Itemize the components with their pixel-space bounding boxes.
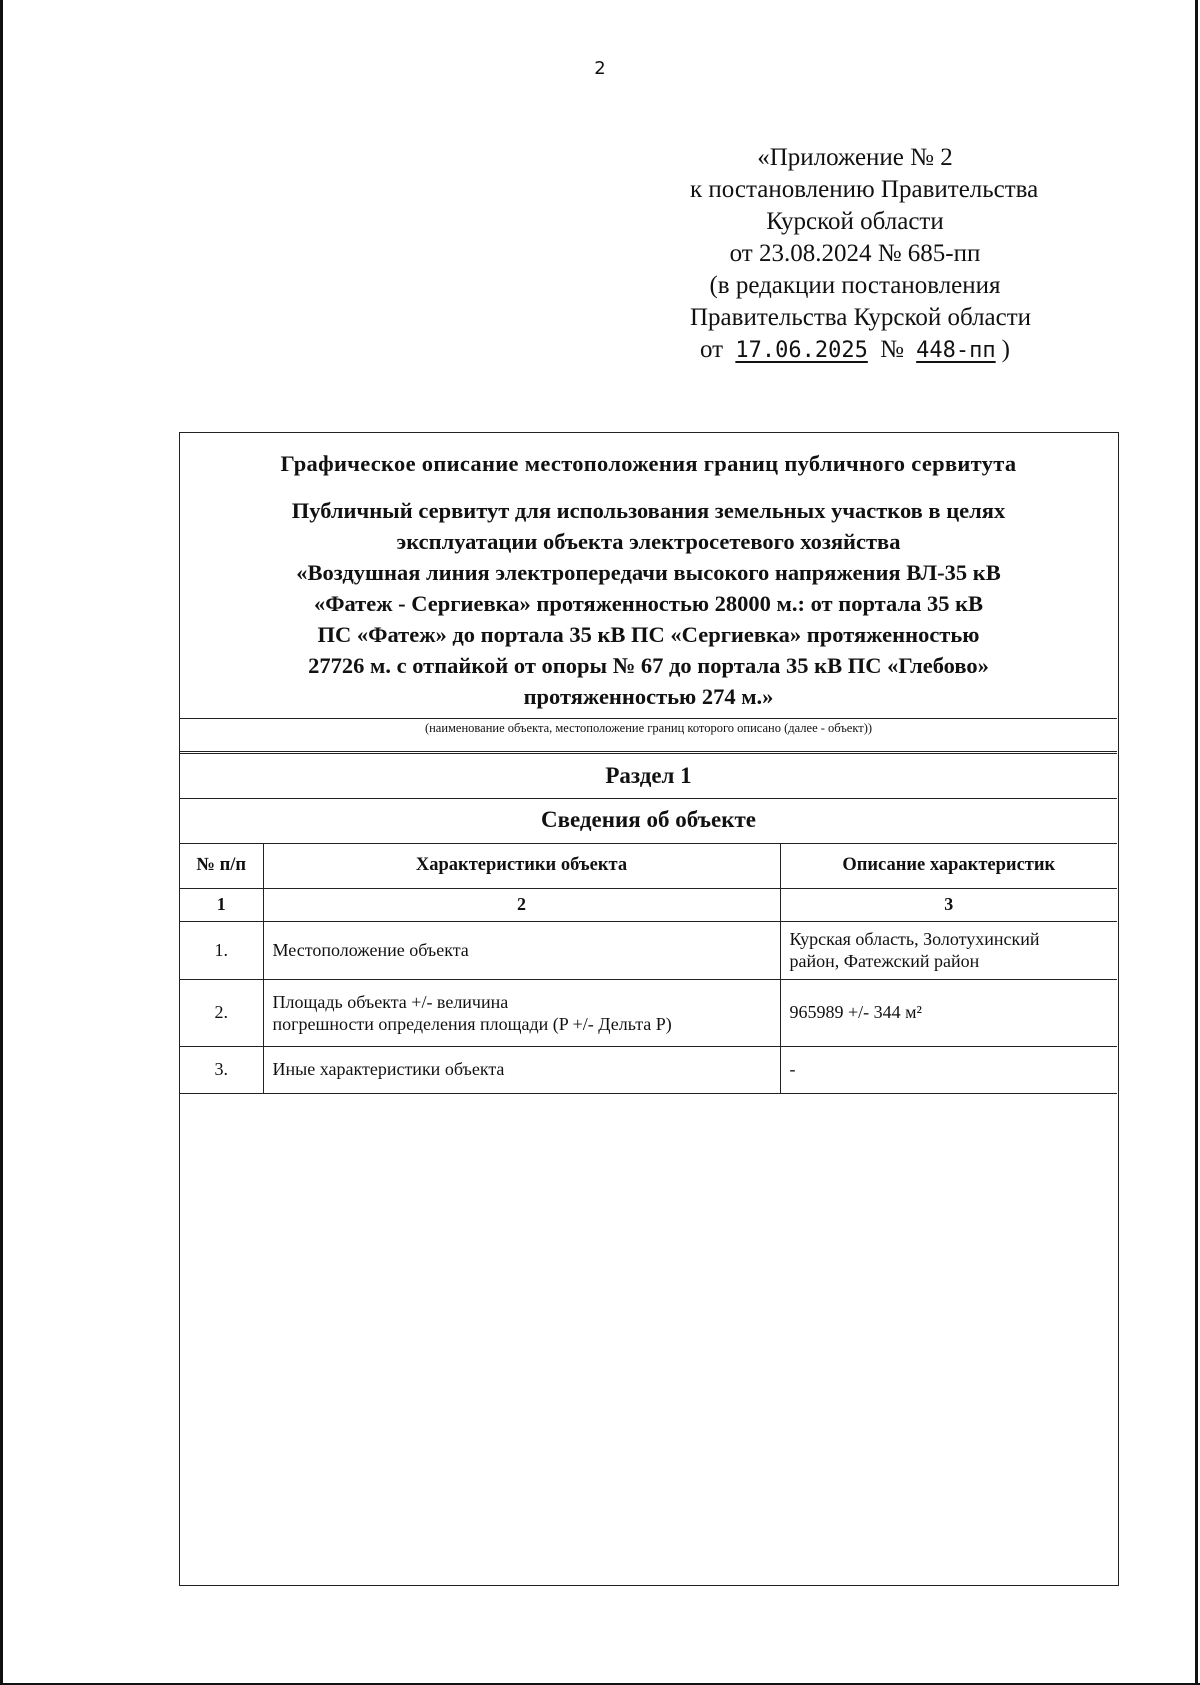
main-frame (179, 432, 1119, 1586)
object-line: эксплуатации объекта электросетевого хозяйства (396, 529, 901, 554)
scan-border-right (1195, 0, 1198, 1685)
appendix-line-3: Курской области (766, 208, 944, 235)
number-sign: № (880, 336, 904, 363)
table-row (180, 921, 1117, 979)
appendix-line-4: от 23.08.2024 № 685-пп (729, 240, 981, 267)
object-line: Публичный сервитут для использования земельных участков в целях (291, 498, 1006, 523)
column-number: 1 (180, 888, 263, 921)
row-value: 965989 +/- 344 м² (780, 979, 1117, 1046)
row-characteristic: Местоположение объекта (263, 921, 780, 979)
section-subtitle: Сведения об объекте (540, 807, 757, 832)
row-characteristic: Иные характеристики объекта (263, 1046, 780, 1093)
divider (180, 751, 1117, 752)
section-title: Раздел 1 (605, 763, 692, 788)
page-number: 2 (594, 58, 606, 79)
row-value (780, 921, 1117, 979)
column-number: 3 (780, 888, 1117, 921)
row-value-line: район, Фатежский район (789, 951, 980, 971)
object-line: «Фатеж - Сергиевка» протяженностью 28000 м.: от портала 35 кВ (313, 591, 984, 616)
object-line: протяженностью 274 м.» (523, 684, 774, 709)
appendix-line-5: (в редакции постановления (709, 272, 1001, 299)
object-info-table (180, 844, 1117, 1094)
header-cell-description: Описание характеристик (780, 844, 1117, 888)
divider (180, 798, 1117, 799)
table-header-row (180, 844, 1117, 888)
object-description (210, 495, 1087, 712)
scan-border-left (0, 0, 3, 1685)
table-column-numbers-row (180, 888, 1117, 921)
table-row (180, 1046, 1117, 1093)
row-characteristic-line: Площадь объекта +/- величина (272, 991, 509, 1012)
appendix-line-7 (690, 334, 1020, 367)
closing-paren: ) (1001, 336, 1010, 363)
header-block (180, 433, 1117, 718)
column-number: 2 (263, 888, 780, 921)
row-characteristic-line: погрешности определения площади (P +/- Дельта P) (272, 1013, 672, 1034)
object-caption: (наименование объекта, местоположение границ которого описано (далее - объект)) (424, 721, 873, 735)
header-cell-characteristic: Характеристики объекта (263, 844, 780, 888)
row-number: 2. (180, 979, 263, 1046)
object-line: «Воздушная линия электропередачи высокого напряжения ВЛ-35 кВ (296, 560, 1001, 585)
divider (180, 753, 1117, 754)
row-value-line: Курская область, Золотухинский (789, 929, 1040, 949)
row-number: 3. (180, 1046, 263, 1093)
table-row (180, 979, 1117, 1046)
divider (180, 718, 1117, 719)
header-cell-num: № п/п (180, 844, 263, 888)
document-title: Графическое описание местоположения границ публичного сервитута (280, 451, 1017, 476)
row-characteristic (263, 979, 780, 1046)
appendix-block (690, 142, 1039, 367)
amend-date-prefix: от (700, 336, 724, 363)
object-line: ПС «Фатеж» до портала 35 кВ ПС «Сергиевка» протяженностью (317, 622, 980, 647)
row-value: - (780, 1046, 1117, 1093)
amend-number-field: 448-пп (916, 338, 996, 363)
appendix-line-2: к постановлению Правительства (690, 176, 1039, 203)
appendix-line-1: «Приложение № 2 (757, 144, 953, 171)
row-number: 1. (180, 921, 263, 979)
object-line: 27726 м. с отпайкой от опоры № 67 до портала 35 кВ ПС «Глебово» (308, 653, 989, 678)
appendix-line-6: Правительства Курской области (690, 304, 1032, 331)
amend-date-field: 17.06.2025 (735, 338, 868, 363)
